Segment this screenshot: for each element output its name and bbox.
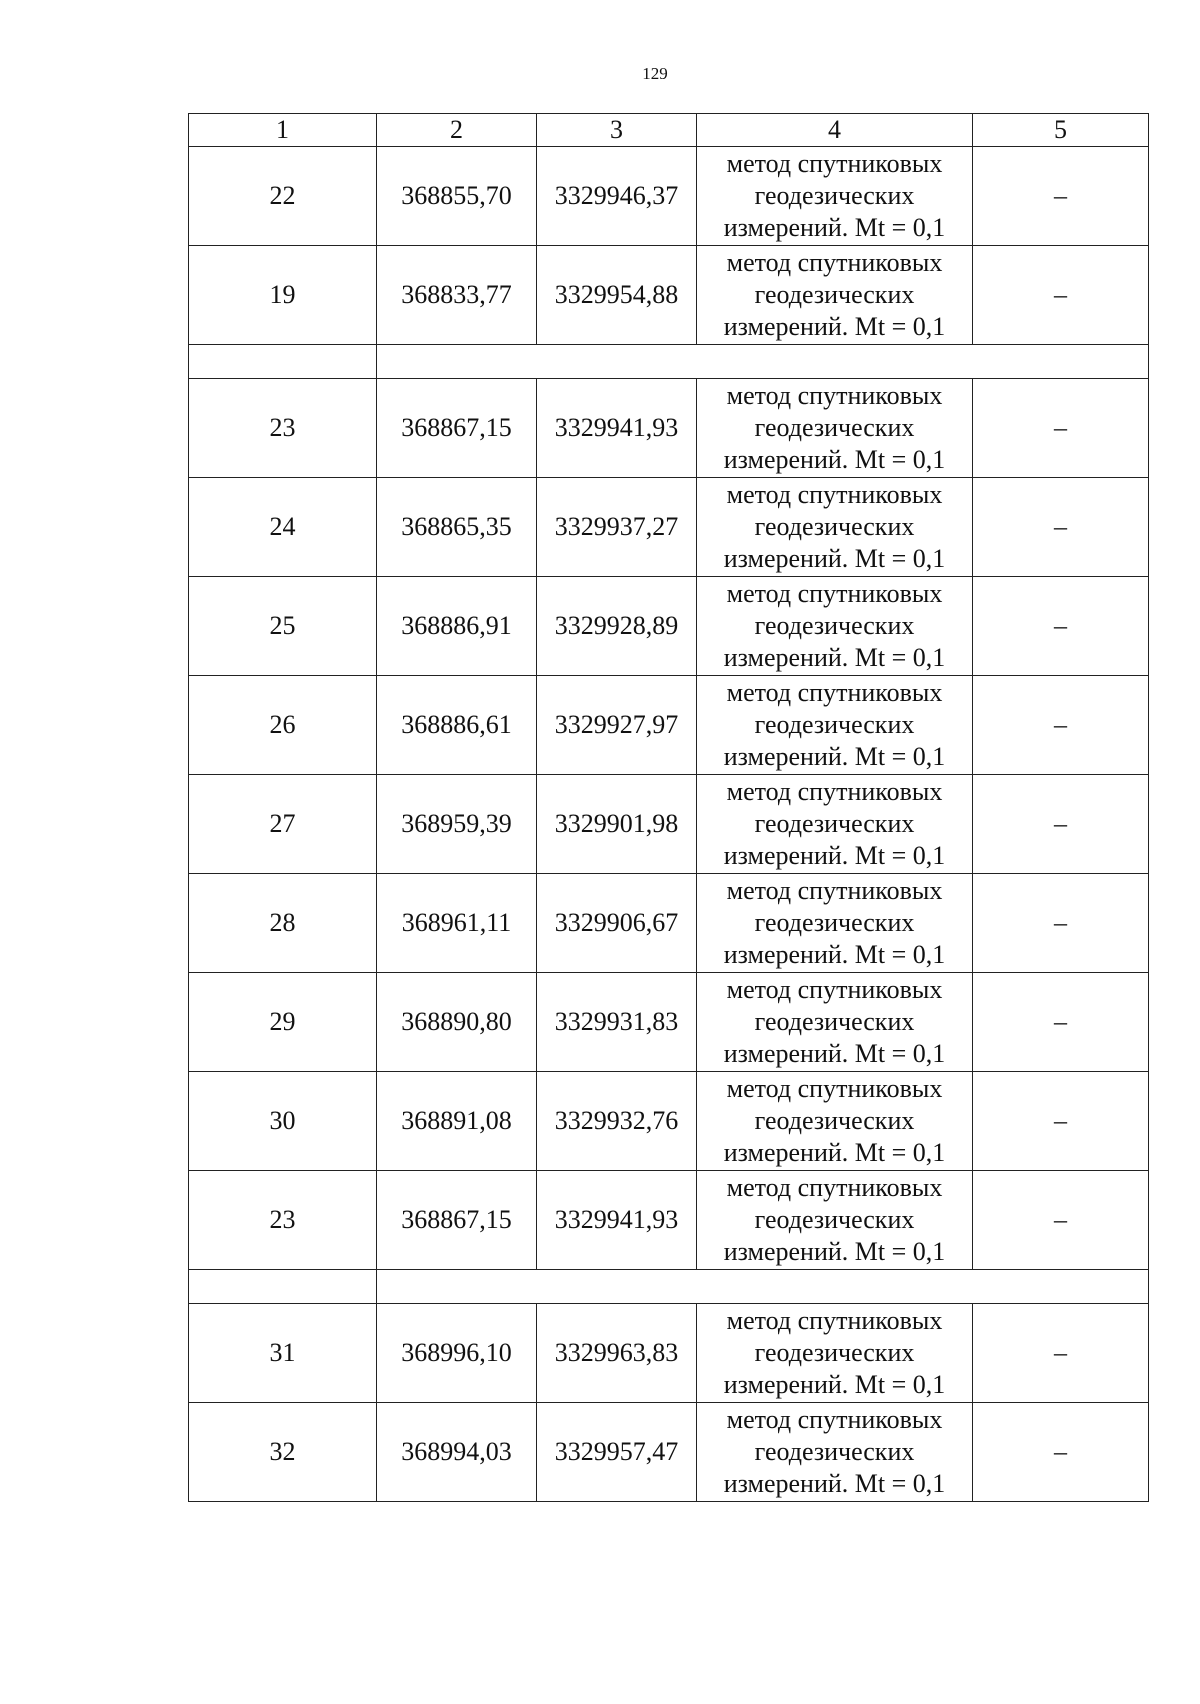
point-number-cell: 27 [189,775,377,874]
note-cell: – [973,1171,1149,1270]
note-cell: – [973,577,1149,676]
column-header: 5 [973,114,1149,147]
table-row [189,246,1149,345]
method-text-line: геодезических [754,710,915,739]
coordinates-table-body [189,114,1149,1502]
method-text-line: метод спутниковых [726,777,943,806]
method-text-line: измерений. Mt = 0,1 [723,841,946,870]
column-header: 2 [377,114,537,147]
table-row [189,1304,1149,1403]
method-text-line: измерений. Mt = 0,1 [723,445,946,474]
point-number-cell: 30 [189,1072,377,1171]
method-text-line: геодезических [754,280,915,309]
coordinate-x-cell: 368996,10 [377,1304,537,1403]
coordinate-x-cell: 368959,39 [377,775,537,874]
method-text-line: геодезических [754,611,915,640]
method-cell [697,775,973,874]
method-text-line: метод спутниковых [726,1173,943,1202]
point-number-cell: 23 [189,379,377,478]
table-row [189,676,1149,775]
point-number-cell: 26 [189,676,377,775]
method-text-line: метод спутниковых [726,381,943,410]
method-text-line: геодезических [754,1205,915,1234]
note-cell: – [973,379,1149,478]
coordinate-y-cell: 3329932,76 [537,1072,697,1171]
point-number-cell: 25 [189,577,377,676]
method-cell [697,973,973,1072]
method-text-line: метод спутниковых [726,480,943,509]
method-text-line: геодезических [754,809,915,838]
method-cell [697,1304,973,1403]
coordinate-x-cell: 368865,35 [377,478,537,577]
method-text-line: геодезических [754,908,915,937]
coordinate-y-cell: 3329931,83 [537,973,697,1072]
point-number-cell: 24 [189,478,377,577]
table-row [189,775,1149,874]
method-text-line: геодезических [754,512,915,541]
method-text-line: измерений. Mt = 0,1 [723,1138,946,1167]
method-text-line: геодезических [754,1338,915,1367]
method-text-line: метод спутниковых [726,1405,943,1434]
method-text-line: геодезических [754,1106,915,1135]
method-text-line: геодезических [754,1437,915,1466]
separator-cell [189,1270,377,1304]
method-text-line: измерений. Mt = 0,1 [723,1469,946,1498]
coordinate-x-cell: 368886,61 [377,676,537,775]
point-number-cell: 29 [189,973,377,1072]
coordinate-y-cell: 3329954,88 [537,246,697,345]
method-text-line: метод спутниковых [726,975,943,1004]
note-cell: – [973,478,1149,577]
point-number-cell: 32 [189,1403,377,1502]
method-cell [697,246,973,345]
method-text-line: метод спутниковых [726,579,943,608]
method-text-line: измерений. Mt = 0,1 [723,643,946,672]
coordinate-x-cell: 368867,15 [377,1171,537,1270]
point-number-cell: 22 [189,147,377,246]
method-cell [697,379,973,478]
column-header: 4 [697,114,973,147]
coordinate-y-cell: 3329906,67 [537,874,697,973]
page-number: 129 [642,64,668,83]
table-separator-row [189,1270,1149,1304]
note-cell: – [973,775,1149,874]
coordinate-x-cell: 368891,08 [377,1072,537,1171]
method-text-line: метод спутниковых [726,149,943,178]
method-text-line: измерений. Mt = 0,1 [723,1237,946,1266]
point-number-cell: 19 [189,246,377,345]
method-cell [697,147,973,246]
table-separator-row [189,345,1149,379]
note-cell: – [973,1403,1149,1502]
coordinate-x-cell: 368867,15 [377,379,537,478]
column-header: 3 [537,114,697,147]
table-row [189,478,1149,577]
coordinate-x-cell: 368890,80 [377,973,537,1072]
method-text-line: геодезических [754,413,915,442]
method-text-line: измерений. Mt = 0,1 [723,312,946,341]
column-header: 1 [189,114,377,147]
table-row [189,973,1149,1072]
method-text-line: измерений. Mt = 0,1 [723,940,946,969]
point-number-cell: 23 [189,1171,377,1270]
point-number-cell: 28 [189,874,377,973]
point-number-cell: 31 [189,1304,377,1403]
method-text-line: измерений. Mt = 0,1 [723,742,946,771]
method-cell [697,1403,973,1502]
table-row [189,1403,1149,1502]
coordinate-y-cell: 3329927,97 [537,676,697,775]
coordinate-y-cell: 3329901,98 [537,775,697,874]
coordinate-x-cell: 368994,03 [377,1403,537,1502]
method-text-line: метод спутниковых [726,678,943,707]
separator-cell [189,345,377,379]
method-text-line: метод спутниковых [726,1074,943,1103]
method-cell [697,577,973,676]
coordinate-y-cell: 3329941,93 [537,379,697,478]
method-cell [697,1072,973,1171]
coordinate-y-cell: 3329963,83 [537,1304,697,1403]
table-row [189,147,1149,246]
method-text-line: измерений. Mt = 0,1 [723,213,946,242]
coordinate-x-cell: 368886,91 [377,577,537,676]
method-text-line: измерений. Mt = 0,1 [723,1039,946,1068]
coordinate-y-cell: 3329941,93 [537,1171,697,1270]
table-header-row [189,114,1149,147]
coordinate-y-cell: 3329946,37 [537,147,697,246]
coordinate-x-cell: 368833,77 [377,246,537,345]
separator-cell [377,1270,1149,1304]
table-row [189,379,1149,478]
table-row [189,577,1149,676]
table-row [189,1171,1149,1270]
coordinate-x-cell: 368855,70 [377,147,537,246]
separator-cell [377,345,1149,379]
method-text-line: геодезических [754,181,915,210]
note-cell: – [973,874,1149,973]
note-cell: – [973,973,1149,1072]
note-cell: – [973,147,1149,246]
table-row [189,1072,1149,1171]
coordinate-y-cell: 3329928,89 [537,577,697,676]
method-cell [697,874,973,973]
method-text-line: геодезических [754,1007,915,1036]
note-cell: – [973,1304,1149,1403]
coordinates-table [188,113,1149,1502]
method-text-line: измерений. Mt = 0,1 [723,1370,946,1399]
method-text-line: метод спутниковых [726,248,943,277]
note-cell: – [973,1072,1149,1171]
note-cell: – [973,676,1149,775]
method-text-line: метод спутниковых [726,1306,943,1335]
coordinate-y-cell: 3329937,27 [537,478,697,577]
note-cell: – [973,246,1149,345]
coordinate-y-cell: 3329957,47 [537,1403,697,1502]
method-cell [697,1171,973,1270]
method-cell [697,478,973,577]
method-text-line: измерений. Mt = 0,1 [723,544,946,573]
table-row [189,874,1149,973]
coordinate-x-cell: 368961,11 [377,874,537,973]
method-cell [697,676,973,775]
method-text-line: метод спутниковых [726,876,943,905]
